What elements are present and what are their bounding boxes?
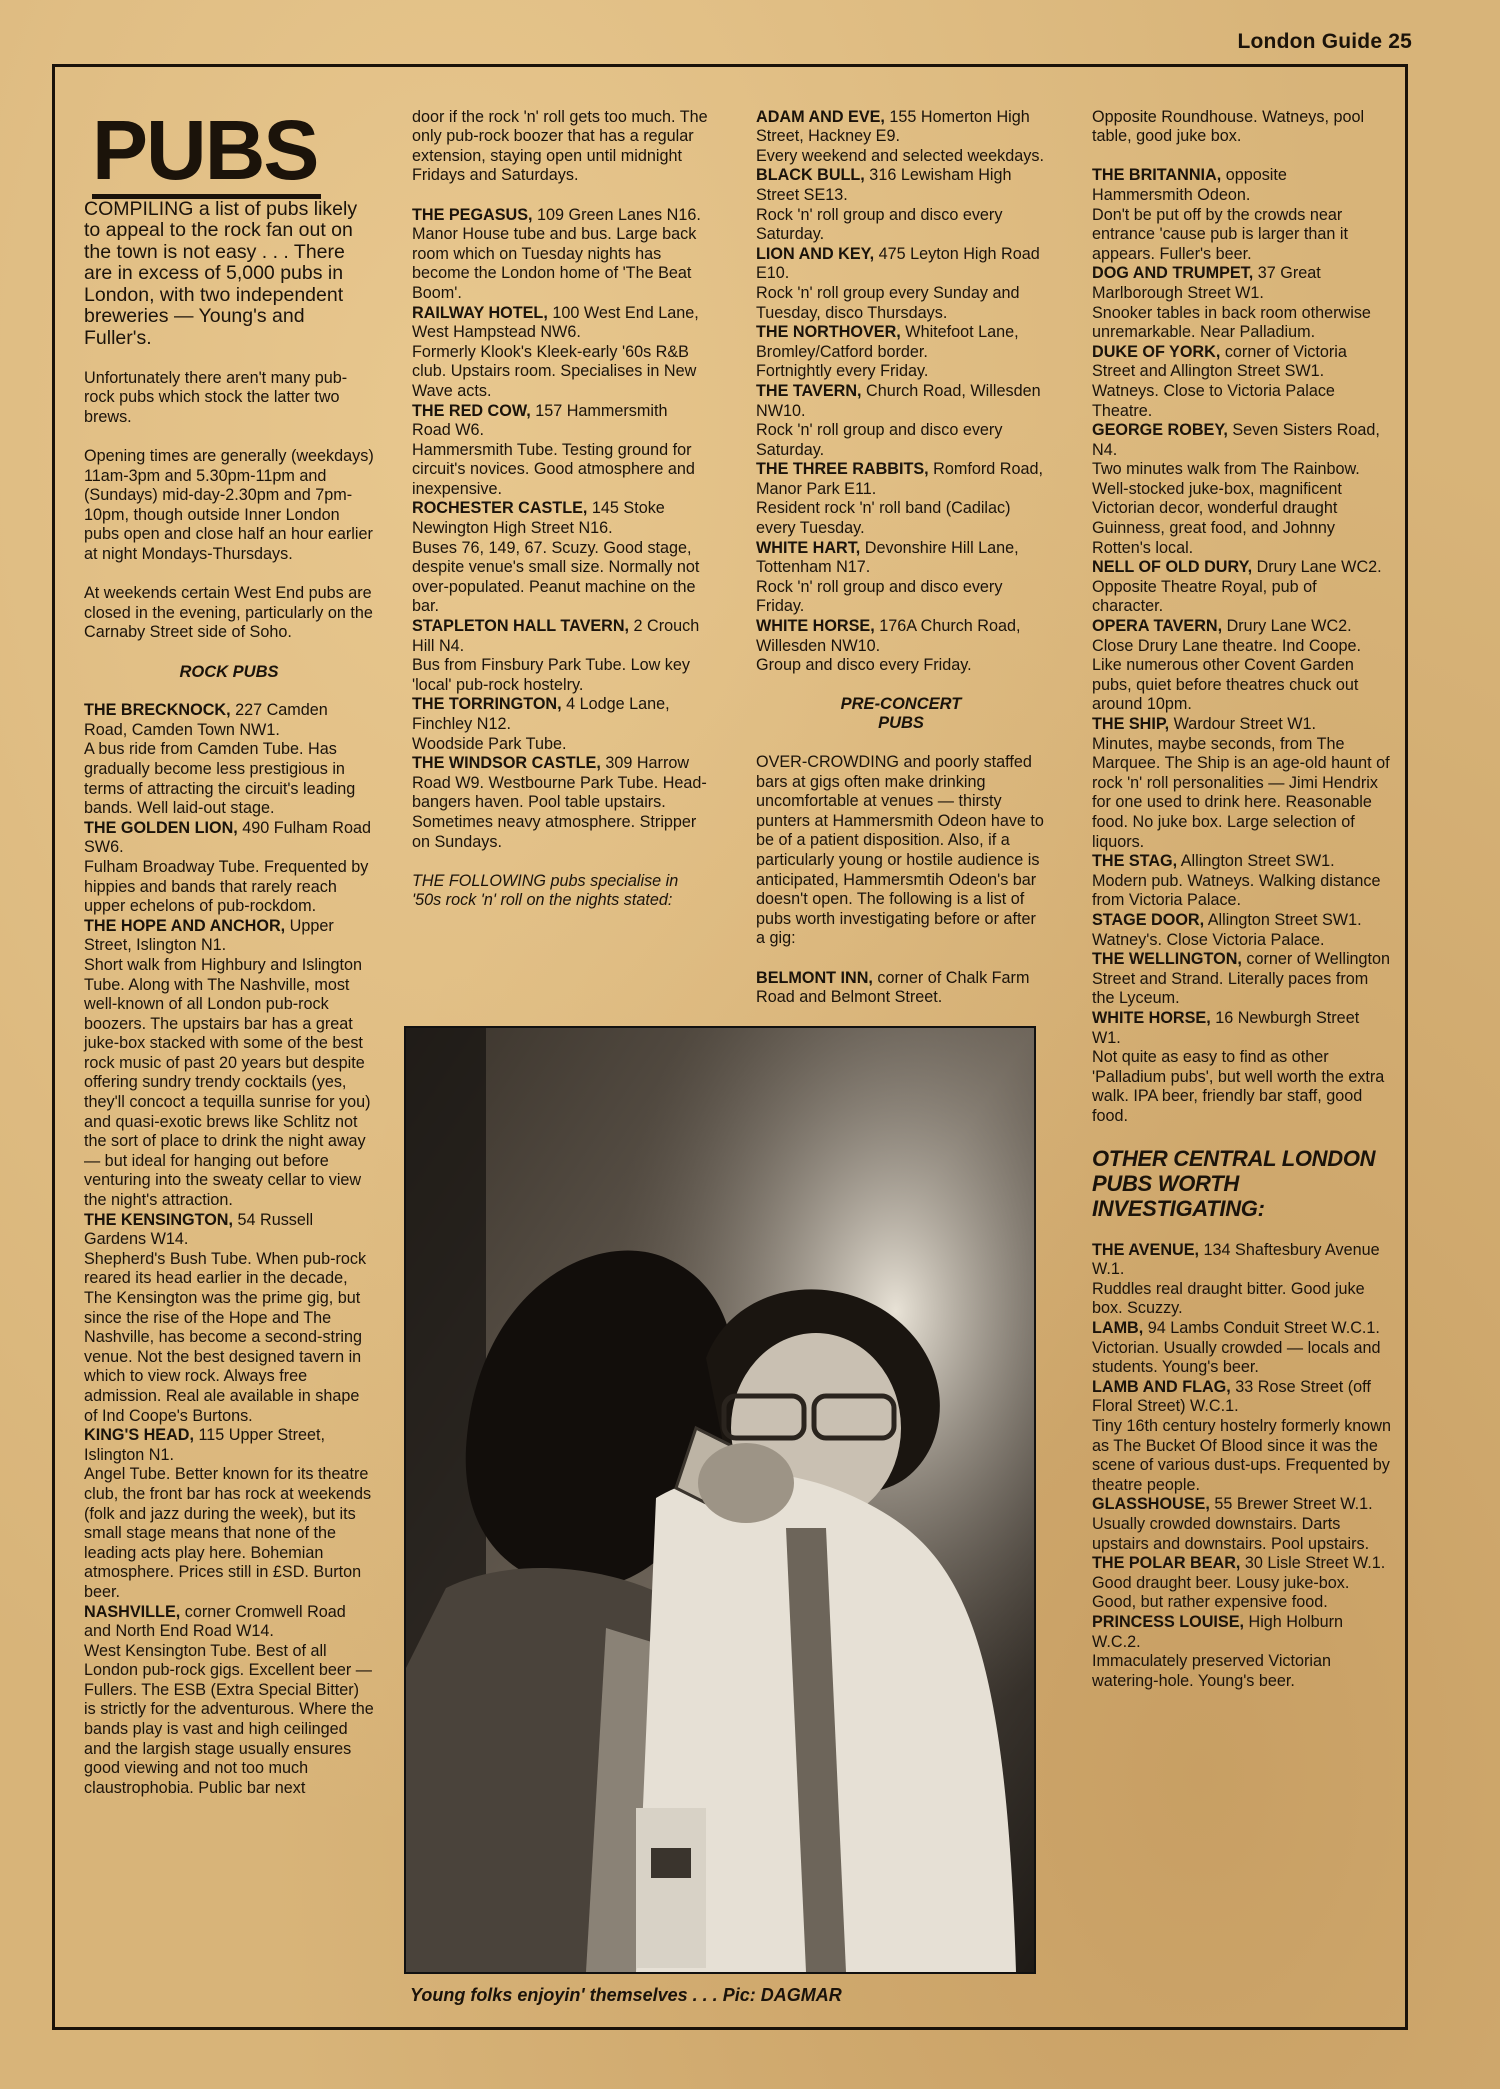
pub-details: 145 Stoke Newington High Street N16. Buses 76, 149, 67. Scuzy. Good stage, despite venue's small size. Normally not over-populated. Peanut machine on the bar. <box>412 499 700 616</box>
paragraph: Opening times are generally (weekdays) 11am-3pm and 5.30pm-11pm and (Sundays) mid-day-2.30pm and 7pm-10pm, though outside Inner London pubs open and close half an hour earlier at night Mondays-Thursdays. <box>84 447 374 564</box>
pub-details: corner of Wellington Street and Strand. Literally paces from the Lyceum. <box>1092 950 1391 1008</box>
pub-details: Drury Lane WC2. Opposite Theatre Royal, pub of character. <box>1092 558 1382 616</box>
pub-name: NELL OF OLD DURY, <box>1092 558 1253 577</box>
photo-caption: Young folks enjoyin' themselves . . . Pic: DAGMAR <box>410 1985 842 2005</box>
pub-details: Seven Sisters Road, N4. Two minutes walk from The Rainbow. Well-stocked juke-box, magnificent Victorian decor, wonderful draught Guinness, great food, and Johnny Rotten's local. <box>1092 421 1380 557</box>
rock-pubs-list <box>84 701 374 1798</box>
pub-details: corner of Chalk Farm Road and Belmont Street. <box>756 968 1030 1007</box>
pre-concert-text: OVER-CROWDING and poorly staffed bars at gigs often make drinking uncomfortable at venues — thirsty punters at Hammersmith Odeon have to be of a patient disposition. Also, if a particularly young or hostile audience is anticipated, Hammersmtih Odeon's bar doesn't open. The following is a list of pubs worth investigating before or after a gig: <box>756 753 1044 948</box>
pub-name: WHITE HART, <box>756 538 861 557</box>
pub-details: Allington Street SW1. Modern pub. Watneys. Walking distance from Victoria Palace. <box>1092 852 1381 910</box>
pub-details: 115 Upper Street, Islington N1. Angel Tube. Better known for its theatre club, the front bar has rock at weekends (folk and jazz during the week), but its small stage means that none of the leading acts play here. Bohemian atmosphere. Prices still in £SD. Burton beer. <box>84 1426 372 1601</box>
pub-entry <box>1092 1378 1392 1496</box>
pub-details: 109 Green Lanes N16. Manor House tube and bus. Large back room which on Tuesday nights has become the London home of 'The Beat Boom'. <box>412 205 701 302</box>
pub-entry <box>756 460 1046 538</box>
pub-name: THE STAG, <box>1092 852 1178 871</box>
pub-name: DOG AND TRUMPET, <box>1092 264 1254 283</box>
pub-details: 176A Church Road, Willesden NW10. Group and disco every Friday. <box>756 617 1021 675</box>
continued-text: door if the rock 'n' roll gets too much. The only pub-rock boozer that has a regular extension, staying open until midnight Fridays and Saturdays. <box>412 107 708 185</box>
pub-entry <box>412 617 708 695</box>
pub-entry <box>84 1603 374 1799</box>
pub-details: 157 Hammersmith Road W6. Hammersmith Tube. Testing ground for circuit's novices. Good atmosphere and inexpensive. <box>412 401 695 498</box>
pub-name: THE WINDSOR CASTLE, <box>412 754 601 773</box>
pub-name: PRINCESS LOUISE, <box>1092 1612 1245 1631</box>
intro-paragraph: COMPILING a list of pubs likely to appeal to the rock fan out on the town is not easy . . . There are in excess of 5,000 pubs in London, with two independent breweries — Young's and Fuller's. <box>84 197 358 349</box>
pub-entry <box>756 617 1046 676</box>
pub-details: 100 West End Lane, West Hampstead NW6. Formerly Klook's Kleek-early '60s R&B club. Upstairs room. Specialises in New Wave acts. <box>412 303 699 400</box>
pub-entry <box>1092 1241 1392 1319</box>
pub-name: BELMONT INN, <box>756 968 873 987</box>
pub-entry <box>1092 166 1392 264</box>
subheading-rock-pubs: ROCK PUBS <box>179 662 279 681</box>
pub-name: LAMB AND FLAG, <box>1092 1377 1231 1396</box>
pub-name: OPERA TAVERN, <box>1092 617 1223 636</box>
pub-name: THE AVENUE, <box>1092 1240 1200 1259</box>
pub-entry <box>1092 911 1392 950</box>
pub-details: opposite Hammersmith Odeon. Don't be put off by the crowds near entrance 'cause pub is larger than it appears. Fuller's beer. <box>1092 166 1348 263</box>
pub-entry <box>1092 1495 1392 1554</box>
fifties-intro: THE FOLLOWING pubs specialise in '50s rock 'n' roll on the nights stated: <box>412 871 679 910</box>
pub-details: 33 Rose Street (off Floral Street) W.C.1. Tiny 16th century hostelry formerly known as The Bucket Of Blood since it was the scene of various dust-ups. Frequented by theatre people. <box>1092 1377 1391 1494</box>
pub-entry <box>1092 1613 1392 1691</box>
pub-name: LAMB, <box>1092 1319 1144 1338</box>
pub-name: THE WELLINGTON, <box>1092 950 1242 969</box>
pub-details: 54 Russell Gardens W14. Shepherd's Bush Tube. When pub-rock reared its head earlier in the decade, The Kensington was the prime gig, but since the rise of the Hope and The Nashville, has become a second-string venue. Not the best designed tavern in which to view rock. Always free admission. Real ale available in shape of Ind Coope's Burtons. <box>84 1210 367 1425</box>
pub-entry <box>412 754 708 852</box>
pub-name: ADAM AND EVE, <box>756 107 885 126</box>
pub-details: Wardour Street W1. Minutes, maybe seconds, from The Marquee. The Ship is an age-old haunt of rock 'n' roll personalities — Jimi Hendrix for one used to drink here. Reasonable food. No juke box. Large selection of liquors. <box>1092 715 1390 851</box>
pub-name: THE SHIP, <box>1092 715 1170 733</box>
pub-details: Drury Lane WC2. Close Drury Lane theatre. Ind Coope. Like numerous other Covent Garden pubs, quiet before theatres chuck out around 10pm. <box>1092 617 1362 714</box>
pub-entry <box>1092 1009 1392 1127</box>
pub-name: THE KENSINGTON, <box>84 1210 233 1229</box>
pub-entry <box>84 701 374 819</box>
pub-entry <box>756 245 1046 323</box>
page-title: PUBS <box>92 108 321 199</box>
pub-name: THE NORTHOVER, <box>756 323 901 342</box>
paragraph: Unfortunately there aren't many pub-rock pubs which stock the latter two brews. <box>84 368 348 426</box>
pub-name: GEORGE ROBEY, <box>1092 421 1228 440</box>
pub-entry <box>1092 950 1392 1009</box>
pub-entry <box>84 819 374 917</box>
pub-details: 37 Great Marlborough Street W1. Snooker tables in back room otherwise unremarkable. Near Palladium. <box>1092 264 1371 342</box>
pub-entry <box>1092 1319 1392 1378</box>
pub-details: High Holburn W.C.2. Immaculately preserved Victorian watering-hole. Young's beer. <box>1092 1612 1343 1690</box>
pub-entry <box>1092 264 1392 342</box>
other-pubs-list <box>1092 1241 1392 1692</box>
pub-entry <box>1092 421 1392 558</box>
pub-details: 30 Lisle Street W.1. Good draught beer. Lousy juke-box. Good, but rather expensive food. <box>1092 1554 1386 1612</box>
pub-entry <box>412 695 708 754</box>
paragraph: At weekends certain West End pubs are closed in the evening, particularly on the Carnaby Street side of Soho. <box>84 584 373 642</box>
pub-entry <box>1092 343 1392 421</box>
photo <box>404 1026 1036 1974</box>
pub-name: KING'S HEAD, <box>84 1426 194 1445</box>
pub-name: THE RED COW, <box>412 401 531 420</box>
pub-name: THE BRECKNOCK, <box>84 701 231 720</box>
pub-entry <box>756 323 1046 382</box>
pub-details: 16 Newburgh Street W1. Not quite as easy to find as other 'Palladium pubs', but well worth the extra walk. IPA beer, friendly bar staff, good food. <box>1092 1008 1385 1125</box>
column-1 <box>84 84 374 1818</box>
pub-entry <box>1092 558 1392 617</box>
pub-name: GLASSHOUSE, <box>1092 1495 1210 1514</box>
pub-details: Whitefoot Lane, Bromley/Catford border. Fortnightly every Friday. <box>756 323 1019 381</box>
pub-name: THE TORRINGTON, <box>412 695 562 714</box>
pub-details: Church Road, Willesden NW10. Rock 'n' roll group and disco every Saturday. <box>756 381 1041 459</box>
pub-entry <box>756 969 1046 1008</box>
pub-entry <box>756 539 1046 617</box>
pub-list <box>412 206 708 853</box>
pub-name: DUKE OF YORK, <box>1092 342 1221 361</box>
pub-details: 316 Lewisham High Street SE13. Rock 'n' roll group and disco every Saturday. <box>756 166 1012 244</box>
pub-name: RAILWAY HOTEL, <box>412 303 548 322</box>
column-3 <box>756 88 1046 1027</box>
continued-text: Opposite Roundhouse. Watneys, pool table, good juke box. <box>1092 107 1365 146</box>
pre-concert-pub-list <box>1092 166 1392 1126</box>
pub-details: 2 Crouch Hill N4. Bus from Finsbury Park Tube. Low key 'local' pub-rock hostelry. <box>412 617 700 694</box>
pub-name: WHITE HORSE, <box>1092 1008 1211 1027</box>
pub-name: STAPLETON HALL TAVERN, <box>412 617 630 636</box>
pub-details: Romford Road, Manor Park E11. Resident rock 'n' roll band (Cadilac) every Tuesday. <box>756 460 1043 538</box>
pub-name: NASHVILLE, <box>84 1602 181 1621</box>
pub-details: Allington Street SW1. Watney's. Close Victoria Palace. <box>1092 910 1362 949</box>
pub-entry <box>412 499 708 617</box>
column-4 <box>1092 88 1392 1711</box>
pub-details: 309 Harrow Road W9. Westbourne Park Tube. Head-bangers haven. Pool table upstairs. Sometimes neavy atmosphere. Stripper on Sundays. <box>412 754 707 851</box>
pub-details: 475 Leyton High Road E10. Rock 'n' roll group every Sunday and Tuesday, disco Thursdays. <box>756 244 1040 322</box>
pub-details: corner Cromwell Road and North End Road W14. West Kensington Tube. Best of all London pub-rock gigs. Excellent beer — Fullers. The ESB (Extra Special Bitter) is strictly for the adventurous. Where the bands play is vast and high ceilinged and the largish stage usually ensures good viewing and not too much claustrophobia. Public bar next <box>84 1602 374 1797</box>
pub-entry <box>756 108 1046 167</box>
pub-entry <box>84 1211 374 1427</box>
pub-name: THE PEGASUS, <box>412 205 533 224</box>
pub-name: LION AND KEY, <box>756 244 875 263</box>
pub-entry <box>1092 617 1392 715</box>
pub-details: Devonshire Hill Lane, Tottenham N17. Rock 'n' roll group and disco every Friday. <box>756 538 1019 616</box>
pub-details: 4 Lodge Lane, Finchley N12. Woodside Park Tube. <box>412 695 670 753</box>
photo-illustration <box>406 1028 1034 1972</box>
subheading-other-central: OTHER CENTRAL LONDON PUBS WORTH INVESTIGATING: <box>1092 1146 1376 1222</box>
pub-name: BLACK BULL, <box>756 166 865 185</box>
column-2 <box>412 88 708 931</box>
pub-details: 155 Homerton High Street, Hackney E9. Every weekend and selected weekdays. <box>756 107 1044 165</box>
pub-entry <box>84 1426 374 1602</box>
pub-entry <box>756 382 1046 460</box>
pub-details: 134 Shaftesbury Avenue W.1. Ruddles real draught bitter. Good juke box. Scuzzy. <box>1092 1240 1380 1318</box>
pub-entry <box>412 304 708 402</box>
pub-name: THE GOLDEN LION, <box>84 818 238 837</box>
pub-name: WHITE HORSE, <box>756 617 875 636</box>
pub-entry <box>1092 715 1392 852</box>
pub-name: STAGE DOOR, <box>1092 910 1205 929</box>
pub-entry <box>1092 852 1392 911</box>
pub-name: THE POLAR BEAR, <box>1092 1554 1241 1573</box>
pub-details: 490 Fulham Road SW6. Fulham Broadway Tube. Frequented by hippies and bands that rarely reach upper echelons of pub-rockdom. <box>84 818 371 916</box>
page-label: London Guide 25 <box>1237 30 1412 53</box>
pub-entry <box>412 402 708 500</box>
pub-name: THE BRITANNIA, <box>1092 166 1222 185</box>
subheading-pre-concert: PRE-CONCERT PUBS <box>840 695 962 733</box>
pub-name: THE TAVERN, <box>756 381 862 400</box>
pub-entry <box>412 206 708 304</box>
pub-name: ROCHESTER CASTLE, <box>412 499 588 518</box>
pub-name: THE HOPE AND ANCHOR, <box>84 916 286 935</box>
pub-entry <box>756 166 1046 244</box>
fifties-pub-list <box>756 108 1046 676</box>
pub-entry <box>84 917 374 1211</box>
pub-details: 55 Brewer Street W.1. Usually crowded downstairs. Darts upstairs and downstairs. Pool upstairs. <box>1092 1495 1373 1553</box>
pub-details: Upper Street, Islington N1. Short walk from Highbury and Islington Tube. Along with The Nashville, most well-known of all London pub-rock boozers. The upstairs bar has a great juke-box stacked with some of the best rock music of past 20 years but despite offering sundry trendy cocktails (yes, they'll concoct a tequilla sunrise for you) and quasi-exotic brews like Schlitz not the sort of place to drink the night away — but ideal for hanging out before venturing into the sweaty cellar to view the night's attraction. <box>84 916 371 1210</box>
pub-details: 227 Camden Road, Camden Town NW1. A bus ride from Camden Tube. Has gradually become less prestigious in terms of attracting the circuit's leading bands. Well laid-out stage. <box>84 701 356 818</box>
pub-details: 94 Lambs Conduit Street W.C.1. Victorian. Usually crowded — locals and students. Young's beer. <box>1092 1319 1381 1377</box>
pub-details: corner of Victoria Street and Allington Street SW1. Watneys. Close to Victoria Palace Theatre. <box>1092 342 1347 420</box>
pub-entry <box>1092 1554 1392 1613</box>
pub-name: THE THREE RABBITS, <box>756 460 929 479</box>
